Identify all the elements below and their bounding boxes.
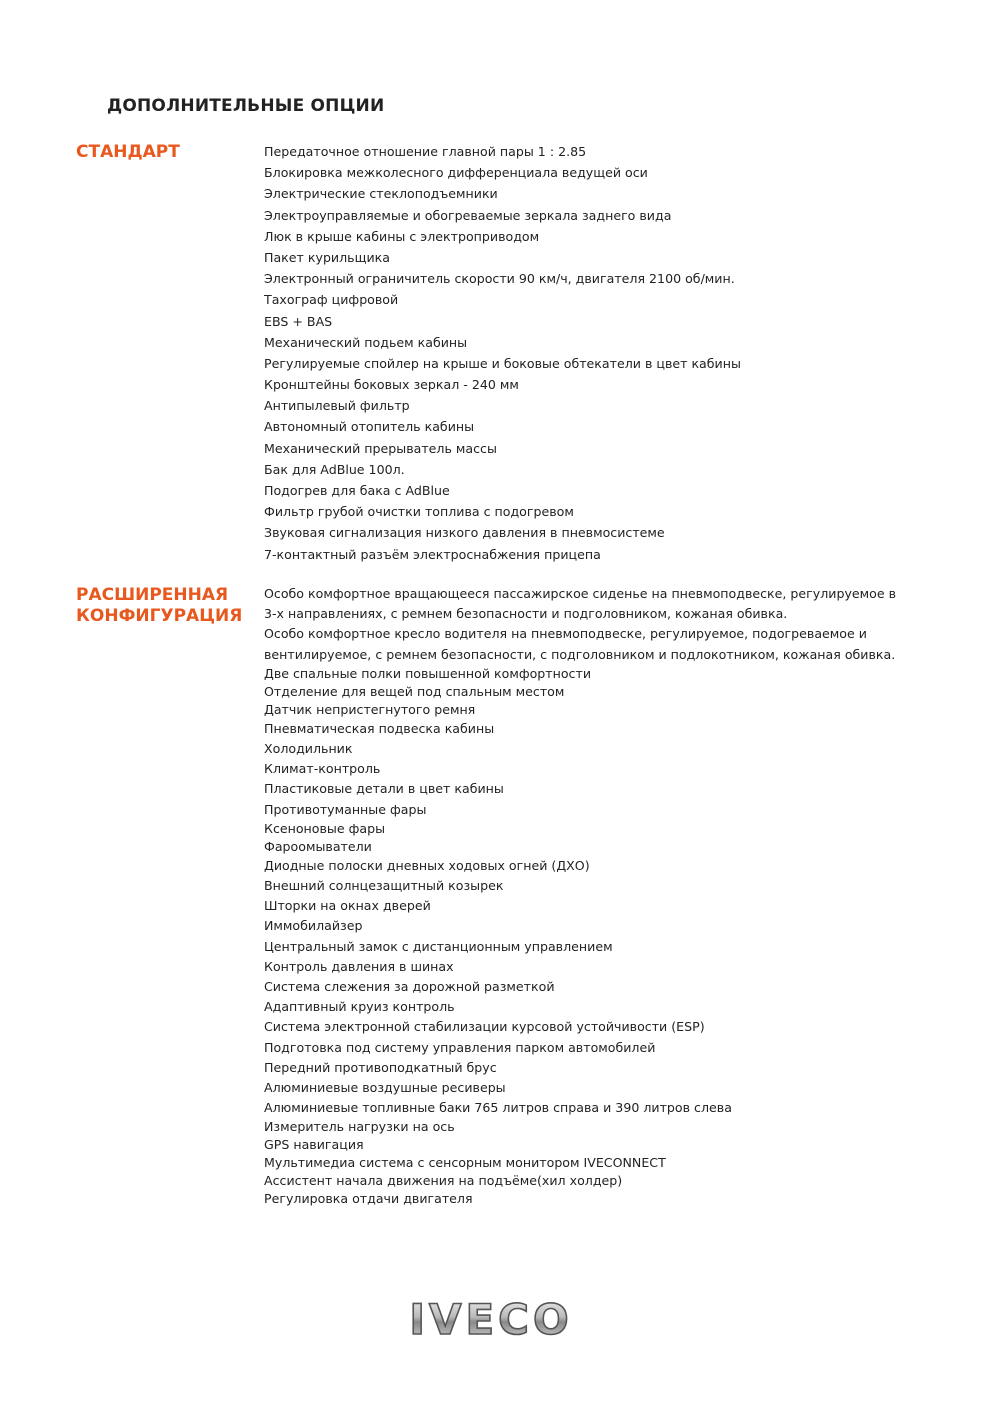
standard-item: Блокировка межколесного дифференциала ведущей оси bbox=[264, 165, 648, 181]
section-label-standard: СТАНДАРТ bbox=[76, 142, 180, 162]
extended-item: Датчик непристегнутого ремня bbox=[264, 701, 476, 717]
extended-item: Внешний солнцезащитный козырек bbox=[264, 878, 504, 894]
standard-item: Тахограф цифровой bbox=[264, 292, 399, 308]
extended-item: Система электронной стабилизации курсовой устойчивости (ESP) bbox=[264, 1019, 705, 1035]
standard-item: Механический подьем кабины bbox=[264, 334, 468, 350]
extended-item: Особо комфортное кресло водителя на пневмоподвеске, регулируемое, подогреваемое и вентилируемое, с ремнем безопасности, с подголовником и подлокотником, кожаная обивка. bbox=[264, 626, 896, 662]
standard-item: Механический прерыватель массы bbox=[264, 440, 497, 456]
extended-item: Система слежения за дорожной разметкой bbox=[264, 979, 555, 995]
extended-item: Контроль давления в шинах bbox=[264, 958, 454, 974]
extended-item: Отделение для вещей под спальным местом bbox=[264, 683, 565, 699]
extended-item: Пластиковые детали в цвет кабины bbox=[264, 781, 504, 797]
extended-item: Иммобилайзер bbox=[264, 918, 363, 934]
standard-item: Автономный отопитель кабины bbox=[264, 419, 475, 435]
extended-item: Две спальные полки повышенной комфортности bbox=[264, 665, 592, 681]
iveco-logo-text: IVECO bbox=[409, 1296, 573, 1344]
extended-item: Противотуманные фары bbox=[264, 801, 427, 817]
extended-item: Особо комфортное вращающееся пассажирское сиденье на пневмоподвеске, регулируемое в 3-х направлениях, с ремнем безопасности и подголовником, кожаная обивка. bbox=[264, 586, 897, 622]
extended-item: Мультимедиа система с сенсорным монитором IVECONNECT bbox=[264, 1155, 666, 1171]
extended-item: Алюминиевые воздушные ресиверы bbox=[264, 1080, 506, 1096]
extended-item: Передний противоподкатный брус bbox=[264, 1059, 497, 1075]
section-label-extended: РАСШИРЕННАЯ КОНФИГУРАЦИЯ bbox=[76, 585, 243, 626]
standard-item: Бак для AdBlue 100л. bbox=[264, 461, 405, 477]
extended-item: Фароомыватели bbox=[264, 838, 372, 854]
page-title: ДОПОЛНИТЕЛЬНЫЕ ОПЦИИ bbox=[107, 96, 385, 116]
standard-item: Кронштейны боковых зеркал - 240 мм bbox=[264, 377, 519, 393]
extended-item: GPS навигация bbox=[264, 1137, 364, 1153]
standard-options-list bbox=[264, 141, 904, 565]
extended-item: Шторки на окнах дверей bbox=[264, 898, 431, 914]
extended-item: Климат-контроль bbox=[264, 761, 381, 777]
standard-item: Фильтр грубой очистки топлива с подогревом bbox=[264, 504, 574, 520]
standard-item: Пакет курильщика bbox=[264, 249, 390, 265]
extended-item: Адаптивный круиз контроль bbox=[264, 999, 455, 1015]
extended-item: Ксеноновые фары bbox=[264, 820, 386, 836]
standard-item: Подогрев для бака с AdBlue bbox=[264, 483, 450, 498]
standard-item: Регулируемые спойлер на крыше и боковые обтекатели в цвет кабины bbox=[264, 355, 741, 371]
standard-item: Антипылевый фильтр bbox=[264, 398, 410, 414]
extended-options-list bbox=[264, 584, 904, 1208]
standard-item: Электронный ограничитель скорости 90 км/ч, двигателя 2100 об/мин. bbox=[264, 271, 735, 287]
extended-item: Холодильник bbox=[264, 741, 353, 757]
standard-item: Звуковая сигнализация низкого давления в пневмосистеме bbox=[264, 525, 665, 541]
standard-item: Электроуправляемые и обогреваемые зеркала заднего вида bbox=[264, 207, 672, 223]
extended-item: Центральный замок с дистанционным управлением bbox=[264, 938, 613, 954]
standard-item: 7-контактный разъём электроснабжения прицепа bbox=[264, 546, 601, 562]
standard-item: Электрические стеклоподъемники bbox=[264, 186, 498, 202]
standard-item: Люк в крыше кабины с электроприводом bbox=[264, 228, 540, 244]
extended-item: Ассистент начала движения на подъёме(хил холдер) bbox=[264, 1173, 623, 1189]
extended-item: Диодные полоски дневных ходовых огней (ДХО) bbox=[264, 857, 590, 873]
standard-item: EBS + BAS bbox=[264, 313, 333, 329]
iveco-logo bbox=[396, 1296, 586, 1344]
standard-item: Передаточное отношение главной пары 1 : 2.85 bbox=[264, 144, 587, 159]
extended-item: Регулировка отдачи двигателя bbox=[264, 1191, 473, 1207]
extended-item: Пневматическая подвеска кабины bbox=[264, 720, 495, 736]
extended-item: Подготовка под систему управления парком автомобилей bbox=[264, 1039, 656, 1055]
extended-item: Измеритель нагрузки на ось bbox=[264, 1119, 455, 1135]
extended-item: Алюминиевые топливные баки 765 литров справа и 390 литров слева bbox=[264, 1100, 732, 1116]
